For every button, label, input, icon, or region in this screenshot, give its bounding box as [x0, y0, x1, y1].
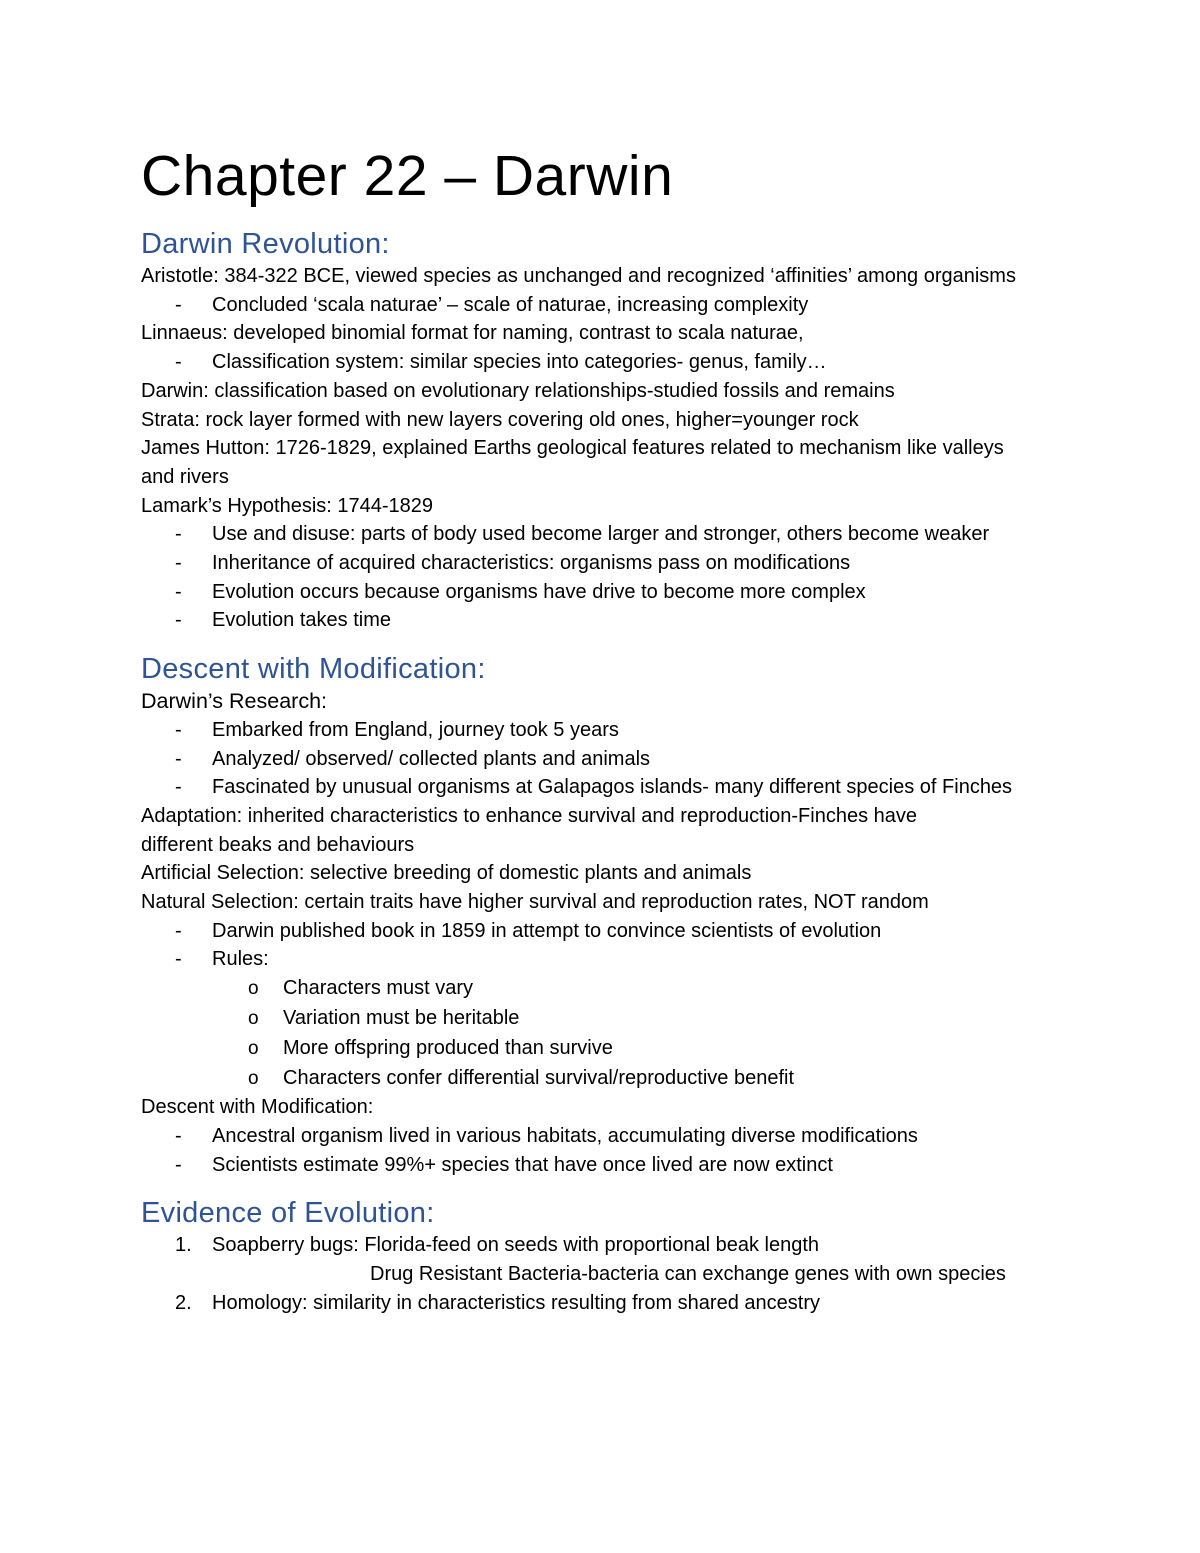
list-item: - Inheritance of acquired characteristics: organisms pass on modifications — [141, 549, 1081, 578]
document-body — [141, 140, 1081, 1318]
darwin-paragraph: Darwin: classification based on evolutionary relationships-studied fossils and remains — [141, 379, 895, 402]
dash-bullet: - — [175, 948, 182, 971]
dash-bullet: - — [175, 919, 182, 942]
circle-bullet: o — [248, 978, 259, 1000]
lamark-paragraph: Lamark’s Hypothesis: 1744-1829 — [141, 494, 434, 517]
list-item: - Ancestral organism lived in various habitats, accumulating diverse modifications — [141, 1122, 1081, 1151]
list-number: 2. — [175, 1291, 192, 1314]
section-heading-darwin-revolution: Darwin Revolution: — [141, 228, 390, 260]
list-item: - Evolution occurs because organisms have drive to become more complex — [141, 578, 1081, 607]
numbered-item: 1. Soapberry bugs: Florida-feed on seeds with proportional beak length — [141, 1231, 1081, 1260]
dash-bullet: - — [175, 609, 182, 632]
hutton-paragraph: James Hutton: 1726-1829, explained Earths geological features related to mechanism like valleys and rivers — [141, 437, 1004, 488]
list-item: - Darwin published book in 1859 in attempt to convince scientists of evolution — [141, 917, 1081, 946]
dash-bullet: - — [175, 1125, 182, 1148]
list-item: - Concluded ‘scala naturae’ – scale of naturae, increasing complexity — [141, 291, 1081, 320]
linnaeus-paragraph: Linnaeus: developed binomial format for naming, contrast to scala naturae, — [141, 322, 804, 345]
aristotle-paragraph: Aristotle: 384-322 BCE, viewed species as unchanged and recognized ‘affinities’ among organisms — [141, 265, 1016, 287]
dash-bullet: - — [175, 580, 182, 603]
list-item: - Scientists estimate 99%+ species that have once lived are now extinct — [141, 1151, 1081, 1180]
dash-bullet: - — [175, 351, 182, 374]
dash-bullet: - — [175, 1153, 182, 1176]
list-item: - Embarked from England, journey took 5 years — [141, 716, 1081, 745]
circle-bullet: o — [248, 1037, 259, 1059]
dash-bullet: - — [175, 552, 182, 575]
strata-paragraph: Strata: rock layer formed with new layers covering old ones, higher=younger rock — [141, 408, 859, 431]
rule-item: o More offspring produced than survive — [141, 1034, 1081, 1064]
rule-item: o Characters must vary — [141, 974, 1081, 1004]
dash-bullet: - — [175, 747, 182, 770]
dash-bullet: - — [175, 523, 182, 546]
numbered-item-continuation: Drug Resistant Bacteria-bacteria can exchange genes with own species — [370, 1263, 1006, 1286]
numbered-item: 2. Homology: similarity in characteristics resulting from shared ancestry — [141, 1289, 1081, 1318]
rule-item: o Variation must be heritable — [141, 1004, 1081, 1034]
dash-bullet: - — [175, 293, 182, 316]
list-item: - Evolution takes time — [141, 606, 1081, 635]
list-item: - Rules: — [141, 945, 1081, 974]
rule-item: o Characters confer differential survival/reproductive benefit — [141, 1064, 1081, 1094]
descent-paragraph: Descent with Modification: — [141, 1096, 374, 1119]
artificial-selection-paragraph: Artificial Selection: selective breeding of domestic plants and animals — [141, 862, 752, 885]
list-item: - Fascinated by unusual organisms at Galapagos islands- many different species of Finches — [141, 773, 1081, 802]
circle-bullet: o — [248, 1007, 259, 1029]
dash-bullet: - — [175, 718, 182, 741]
research-subheading: Darwin’s Research: — [141, 689, 328, 714]
adaptation-paragraph: Adaptation: inherited characteristics to enhance survival and reproduction-Finches have different beaks and behaviours — [141, 804, 917, 856]
list-number: 1. — [175, 1234, 192, 1257]
section-heading-evidence-of-evolution: Evidence of Evolution: — [141, 1197, 435, 1230]
page-title: Chapter 22 – Darwin — [141, 144, 674, 208]
natural-selection-paragraph: Natural Selection: certain traits have higher survival and reproduction rates, NOT random — [141, 891, 929, 914]
circle-bullet: o — [248, 1067, 259, 1089]
list-item: - Classification system: similar species into categories- genus, family… — [141, 348, 1081, 377]
list-item: - Use and disuse: parts of body used become larger and stronger, others become weaker — [141, 520, 1081, 549]
section-heading-descent-with-modification: Descent with Modification: — [141, 653, 486, 686]
dash-bullet: - — [175, 776, 182, 799]
list-item: - Analyzed/ observed/ collected plants and animals — [141, 745, 1081, 774]
